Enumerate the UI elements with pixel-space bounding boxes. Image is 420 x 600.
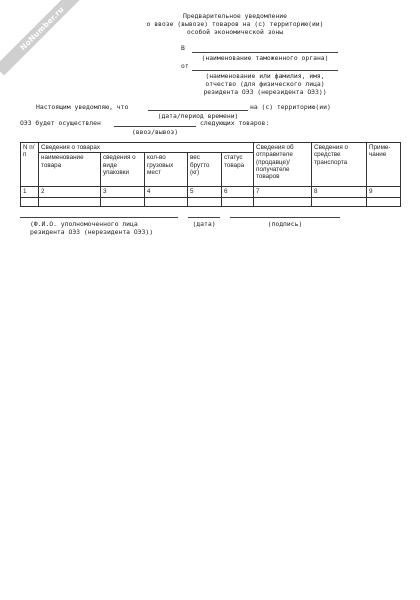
from-label: от [181, 62, 189, 70]
date-period-caption: (дата/период времени) [157, 112, 239, 120]
header-goods-info: Сведения о товарах [39, 143, 254, 153]
title-line-3: особой экономической зоны [186, 28, 284, 36]
authorized-person-field[interactable] [20, 217, 178, 218]
header-number: N п/п [21, 143, 39, 187]
watermark-text: NoNumber.ru [18, 4, 66, 53]
header-goods-status: статус товара [222, 153, 254, 187]
column-number: 6 [222, 187, 254, 197]
column-number: 2 [39, 187, 101, 197]
sign-date-field[interactable] [188, 217, 220, 218]
table-cell[interactable] [312, 197, 367, 206]
date-period-field[interactable] [148, 110, 248, 111]
authorized-caption-line-1: (Ф.И.О. уполномоченного лица [30, 220, 138, 228]
header-cargo-places: кол-во грузовых мест [145, 153, 188, 187]
table-cell[interactable] [21, 197, 39, 206]
customs-authority-caption: (наименование таможенного органа) [201, 54, 329, 62]
column-number: 1 [21, 187, 39, 197]
header-sender-receiver: Сведения об отправителе (продавце)/ получателе товаров [254, 143, 312, 187]
column-number: 4 [145, 187, 188, 197]
signature-caption: (подпись) [267, 220, 303, 228]
title-line-2: о ввозе (вывозе) товаров на (с) территорию(ии) [146, 20, 324, 28]
table-cell[interactable] [188, 197, 222, 206]
table-cell[interactable] [39, 197, 101, 206]
column-number: 9 [367, 187, 401, 197]
document-title [110, 12, 360, 36]
to-label: В [181, 44, 185, 52]
notice-text-start: Настоящим уведомляю, что [36, 103, 129, 111]
header-note: Приме- чание [367, 143, 401, 187]
header-transport: Сведения о средстве транспорта [312, 143, 367, 187]
table-cell[interactable] [222, 197, 254, 206]
header-goods-name: наименование товара [39, 153, 101, 187]
table-cell[interactable] [145, 197, 188, 206]
column-number: 7 [254, 187, 312, 197]
signature-field[interactable] [230, 217, 340, 218]
resident-name-field[interactable] [192, 70, 338, 71]
header-gross-weight: вес брутто (кг) [188, 153, 222, 187]
column-number-row [21, 187, 401, 197]
notice-line2-start: ОЭЗ будет осуществлен [20, 119, 101, 127]
column-number: 5 [188, 187, 222, 197]
resident-caption-line-3: резидента ОЭЗ (нерезидента ОЭЗ)) [203, 88, 327, 96]
column-number: 8 [312, 187, 367, 197]
goods-table [20, 142, 401, 207]
resident-name-caption [192, 72, 338, 96]
customs-authority-field[interactable] [192, 52, 338, 53]
table-cell[interactable] [254, 197, 312, 206]
import-export-field[interactable] [114, 126, 196, 127]
table-row[interactable] [21, 197, 401, 206]
watermark-ribbon [0, 0, 89, 76]
notice-line2-end: следующих товаров: [200, 119, 270, 127]
column-number: 3 [101, 187, 145, 197]
resident-caption-line-2: отчество (для физического лица) [205, 80, 325, 88]
import-export-caption: (ввоз/вывоз) [131, 128, 179, 136]
title-line-1: Предварительное уведомление [183, 12, 287, 20]
resident-caption-line-1: (наименование или фамилия, имя, [205, 72, 325, 80]
table-cell[interactable] [367, 197, 401, 206]
notice-text-end: на (с) территорию(ии) [250, 103, 331, 111]
header-packaging: сведения о виде упаковки [101, 153, 145, 187]
authorized-person-caption [30, 220, 153, 236]
sign-date-caption: (дата) [192, 220, 216, 228]
authorized-caption-line-2: резидента ОЭЗ (нерезидента ОЭЗ)) [30, 228, 154, 236]
table-cell[interactable] [101, 197, 145, 206]
